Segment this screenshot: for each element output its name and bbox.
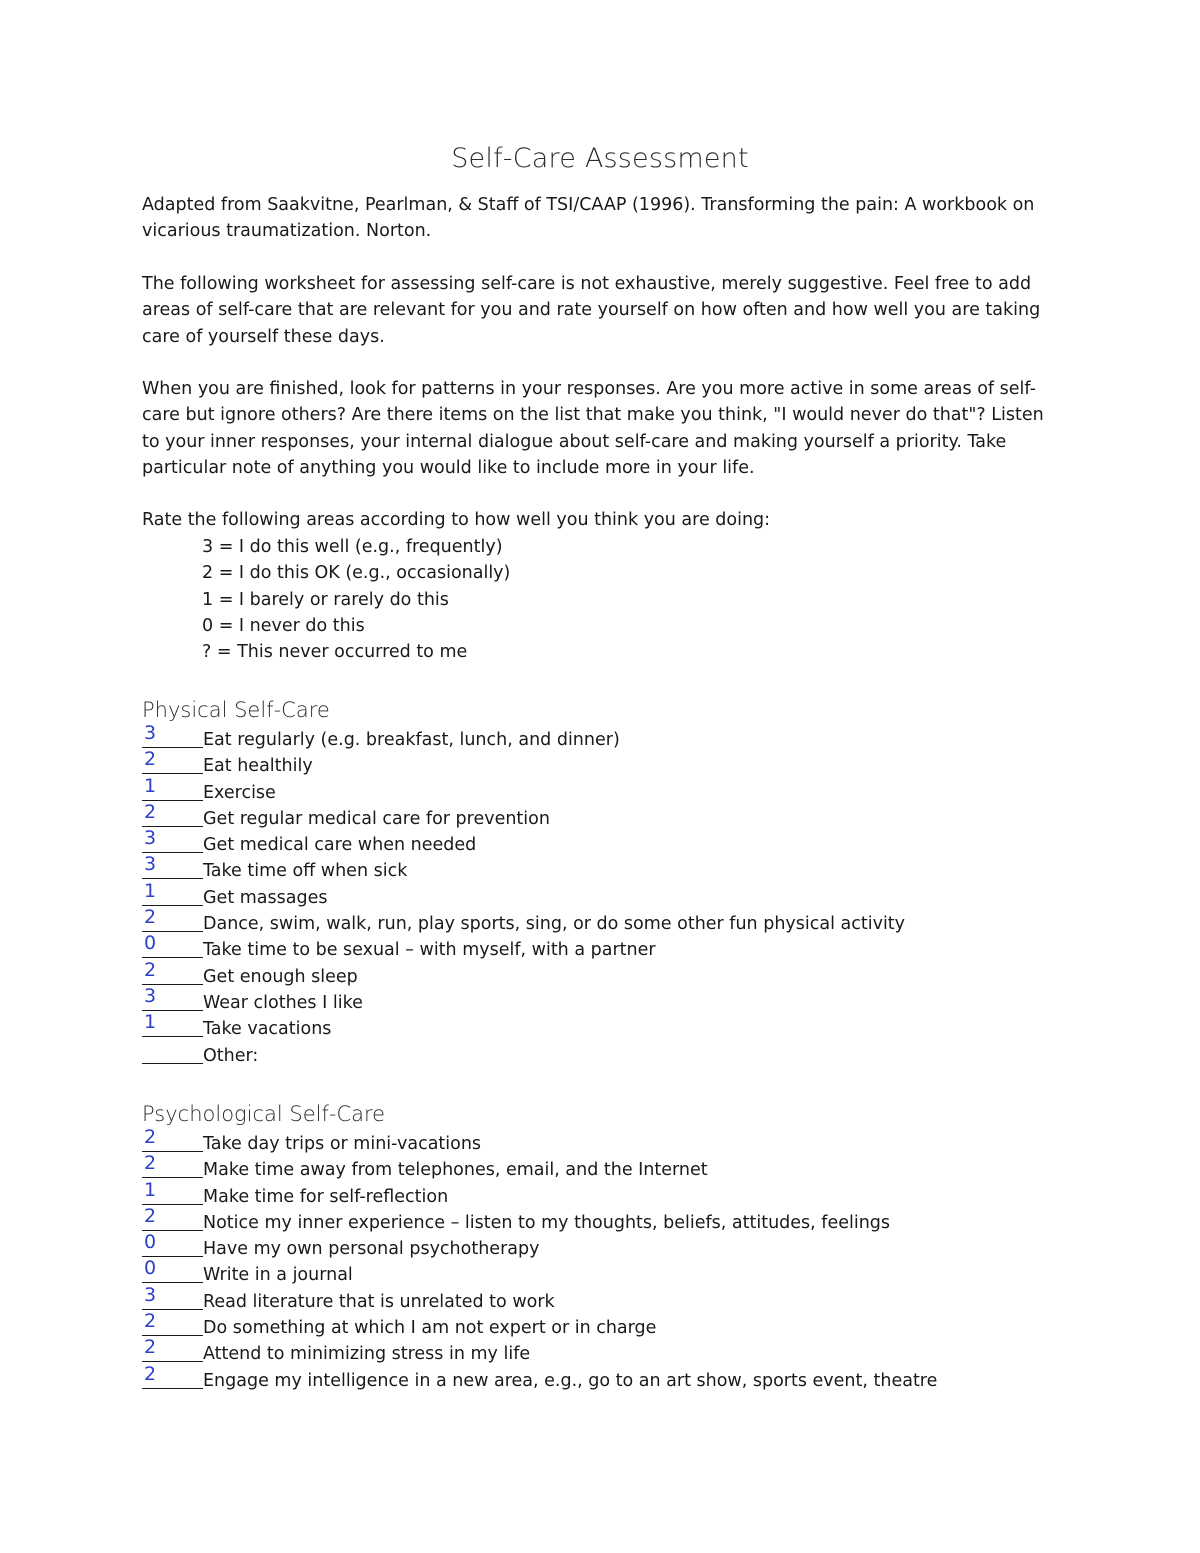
rating-field[interactable] [142, 853, 203, 879]
rating-field[interactable] [142, 1011, 203, 1037]
item-text: Get enough sleep [203, 966, 358, 987]
item-text: Dance, swim, walk, run, play sports, sing, or do some other fun physical activity [203, 914, 906, 935]
list-item [142, 748, 1102, 779]
rating-value: 2 [144, 1126, 157, 1148]
rating-field[interactable] [142, 827, 203, 853]
list-item [142, 906, 1102, 937]
rating-value: 3 [144, 1283, 157, 1306]
rating-field[interactable] [142, 984, 203, 1011]
rating-value: 0 [144, 1257, 157, 1280]
rating-field[interactable] [142, 1178, 203, 1205]
item-text: Get medical care when needed [203, 835, 477, 856]
item-text: Get massages [203, 887, 328, 908]
rating-instructions: Rate the following areas according to how well you think you are doing: [142, 510, 771, 530]
section-heading-psychological: Psychological Self-Care [142, 1102, 386, 1126]
rating-field[interactable] [142, 1283, 203, 1310]
list-item [142, 984, 1102, 1016]
list-item [142, 932, 1102, 963]
list-item [142, 853, 1102, 884]
item-text: Write in a journal [203, 1265, 353, 1286]
item-text: Eat regularly (e.g. breakfast, lunch, and dinner) [203, 730, 620, 750]
item-text: Get regular medical care for prevention [203, 808, 550, 829]
list-item [142, 1152, 1102, 1183]
rating-field[interactable] [142, 1152, 203, 1178]
rating-field[interactable] [142, 1045, 203, 1064]
rating-value: 2 [144, 1152, 157, 1175]
list-item [142, 879, 1102, 911]
citation-line: Adapted from Saakvitne, Pearlman, & Staff of TSI/CAAP (1996). Transforming the pain: A workbook on [142, 195, 1035, 215]
intro-line: care of yourself these days. [142, 326, 385, 347]
psychological-items-list [142, 1126, 1102, 1394]
rating-value: 2 [144, 748, 157, 771]
rating-value: 2 [144, 1336, 157, 1359]
rating-field[interactable] [142, 800, 203, 827]
item-text: Eat healthily [203, 756, 313, 777]
list-item [142, 827, 1102, 858]
item-text: Exercise [203, 782, 276, 803]
page-title: Self-Care Assessment [451, 143, 749, 174]
rating-value: 2 [144, 906, 157, 929]
rating-field[interactable] [142, 774, 203, 801]
instructions-line: particular note of anything you would like to include more in your life. [142, 457, 755, 478]
rating-value: 2 [144, 1362, 157, 1385]
rating-field[interactable] [142, 1204, 203, 1231]
list-item [142, 1310, 1102, 1341]
instructions-line: care but ignore others? Are there items on the list that make you think, "I would never do that"? Listen [142, 405, 1044, 426]
citation-line: vicarious traumatization. Norton. [142, 221, 432, 242]
rating-field[interactable] [142, 1310, 203, 1336]
scale-item: ? = This never occurred to me [202, 642, 468, 663]
instructions-line: When you are finished, look for patterns in your responses. Are you more active in some areas of self- [142, 379, 1036, 399]
item-text: Wear clothes I like [203, 992, 363, 1013]
item-text: Take day trips or mini-vacations [203, 1134, 482, 1154]
item-text: Take time to be sexual – with myself, with a partner [203, 940, 656, 961]
scale-item: 2 = I do this OK (e.g., occasionally) [202, 563, 511, 584]
list-item [142, 800, 1102, 832]
scale-item: 3 = I do this well (e.g., frequently) [202, 537, 503, 557]
intro-line: areas of self-care that are relevant for you and rate yourself on how often and how well you are taking [142, 300, 1041, 321]
list-item [142, 774, 1102, 806]
list-item [142, 1043, 1102, 1069]
scale-item: 1 = I barely or rarely do this [202, 589, 449, 610]
rating-field[interactable] [142, 1231, 203, 1257]
list-item [142, 1362, 1102, 1394]
rating-value: 1 [144, 1178, 157, 1201]
item-text: Other: [203, 1045, 259, 1066]
list-item [142, 1204, 1102, 1236]
list-item [142, 722, 1102, 753]
list-item [142, 1126, 1102, 1157]
list-item [142, 1257, 1102, 1288]
list-item [142, 1336, 1102, 1367]
list-item [142, 1178, 1102, 1210]
item-text: Attend to minimizing stress in my life [203, 1344, 531, 1365]
rating-value: 0 [144, 932, 157, 955]
rating-value: 3 [144, 853, 157, 876]
list-item [142, 1011, 1102, 1042]
list-item [142, 958, 1102, 990]
rating-scale [202, 534, 802, 665]
physical-items-list [142, 722, 1102, 1069]
rating-value: 2 [144, 1310, 157, 1333]
intro-paragraph [142, 271, 1062, 350]
rating-value: 2 [144, 800, 157, 823]
section-heading-physical: Physical Self-Care [142, 698, 330, 722]
rating-field[interactable] [142, 1126, 203, 1152]
item-text: Take time off when sick [203, 861, 408, 882]
item-text: Do something at which I am not expert or in charge [203, 1318, 657, 1339]
rating-value: 0 [144, 1231, 157, 1254]
rating-value: 3 [144, 984, 157, 1007]
rating-value: 1 [144, 879, 157, 902]
item-text: Make time away from telephones, email, and the Internet [203, 1160, 708, 1181]
rating-value: 2 [144, 958, 157, 981]
item-text: Read literature that is unrelated to work [203, 1291, 555, 1312]
rating-field[interactable] [142, 722, 203, 748]
item-text: Make time for self-reflection [203, 1186, 449, 1207]
rating-field[interactable] [142, 958, 203, 985]
scale-item: 0 = I never do this [202, 615, 365, 636]
rating-field[interactable] [142, 1257, 203, 1283]
intro-line: The following worksheet for assessing self-care is not exhaustive, merely suggestive. Feel free to add [142, 274, 1032, 294]
rating-value: 3 [144, 827, 157, 850]
instructions-paragraph [142, 376, 1062, 481]
instructions-line: to your inner responses, your internal dialogue about self-care and making yourself a priority. Take [142, 431, 1007, 452]
rating-value: 2 [144, 1204, 157, 1227]
rating-field[interactable] [142, 748, 203, 774]
rating-field[interactable] [142, 932, 203, 958]
rating-field[interactable] [142, 1336, 203, 1362]
item-text: Have my own personal psychotherapy [203, 1239, 540, 1260]
rating-value: 1 [144, 1011, 157, 1034]
item-text: Engage my intelligence in a new area, e.g., go to an art show, sports event, theatre [203, 1370, 938, 1391]
list-item [142, 1231, 1102, 1262]
rating-field[interactable] [142, 906, 203, 932]
citation-paragraph [142, 192, 1062, 245]
item-text: Notice my inner experience – listen to my thoughts, beliefs, attitudes, feelings [203, 1212, 891, 1233]
rating-field[interactable] [142, 879, 203, 906]
rating-field[interactable] [142, 1362, 203, 1389]
rating-value: 3 [144, 722, 157, 744]
list-item [142, 1283, 1102, 1315]
rating-value: 1 [144, 774, 157, 797]
item-text: Take vacations [203, 1019, 332, 1040]
